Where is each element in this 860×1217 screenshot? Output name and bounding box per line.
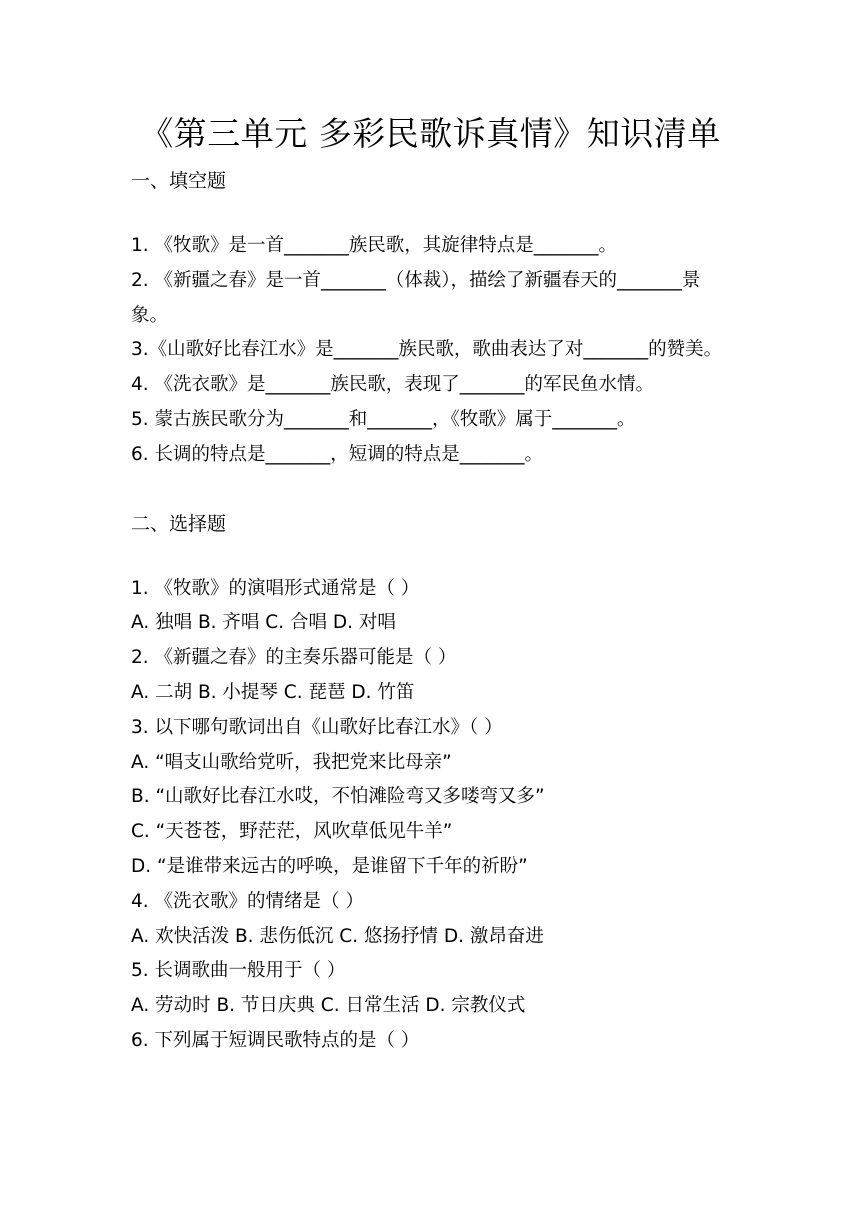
choice-options-2: A. 二胡 B. 小提琴 C. 琵琶 D. 竹笛 (131, 681, 415, 703)
choice-question-6: 6. 下列属于短调民歌特点的是（ ） (131, 1029, 420, 1051)
choice-option-3d: D. “是谁带来远古的呼唤，是谁留下千年的祈盼” (131, 855, 528, 877)
choice-question-2: 2. 《新疆之春》的主奏乐器可能是（ ） (131, 647, 457, 669)
fill-in-question-3: 3.《山歌好比春江水》是_______族民歌，歌曲表达了对_______的赞美。 (131, 339, 723, 361)
choice-option-3c: C. “天苍苍，野茫茫，风吹草低见牛羊” (131, 821, 453, 843)
choice-options-4: A. 欢快活泼 B. 悲伤低沉 C. 悠扬抒情 D. 激昂奋进 (131, 925, 544, 947)
fill-in-question-5: 5. 蒙古族民歌分为_______和_______，《牧歌》属于_______。 (131, 408, 636, 430)
choice-options-1: A. 独唱 B. 齐唱 C. 合唱 D. 对唱 (131, 612, 396, 634)
section-heading-fill-in: 一、填空题 (131, 170, 227, 192)
document-title: 《第三单元 多彩民歌诉真情》知识清单 (140, 114, 721, 153)
fill-in-question-4: 4. 《洗衣歌》是_______族民歌，表现了_______的军民鱼水情。 (131, 374, 655, 396)
choice-options-5: A. 劳动时 B. 节日庆典 C. 日常生活 D. 宗教仪式 (131, 995, 526, 1017)
choice-option-3a: A. “唱支山歌给党听，我把党来比母亲” (131, 751, 452, 773)
fill-in-question-6: 6. 长调的特点是_______，短调的特点是_______。 (131, 443, 544, 465)
multiple-choice-questions (131, 572, 730, 1059)
choice-question-4: 4. 《洗衣歌》的情绪是（ ） (131, 890, 364, 912)
section-heading-multiple-choice: 二、选择题 (131, 512, 227, 535)
choice-option-3b: B. “山歌好比春江水哎，不怕滩险弯又多喽弯又多” (131, 786, 545, 808)
fill-in-question-1: 1. 《牧歌》是一首_______族民歌，其旋律特点是_______。 (131, 235, 618, 256)
fill-in-question-2: 2. 《新疆之春》是一首_______（体裁），描绘了新疆春天的_______景象。 (131, 269, 701, 326)
choice-question-1: 1. 《牧歌》的演唱形式通常是（ ） (131, 577, 420, 599)
choice-question-5: 5. 长调歌曲一般用于（ ） (131, 960, 346, 982)
choice-question-3: 3. 以下哪句歌词出自《山歌好比春江水》（ ） (131, 716, 503, 738)
fill-in-questions (131, 229, 730, 473)
